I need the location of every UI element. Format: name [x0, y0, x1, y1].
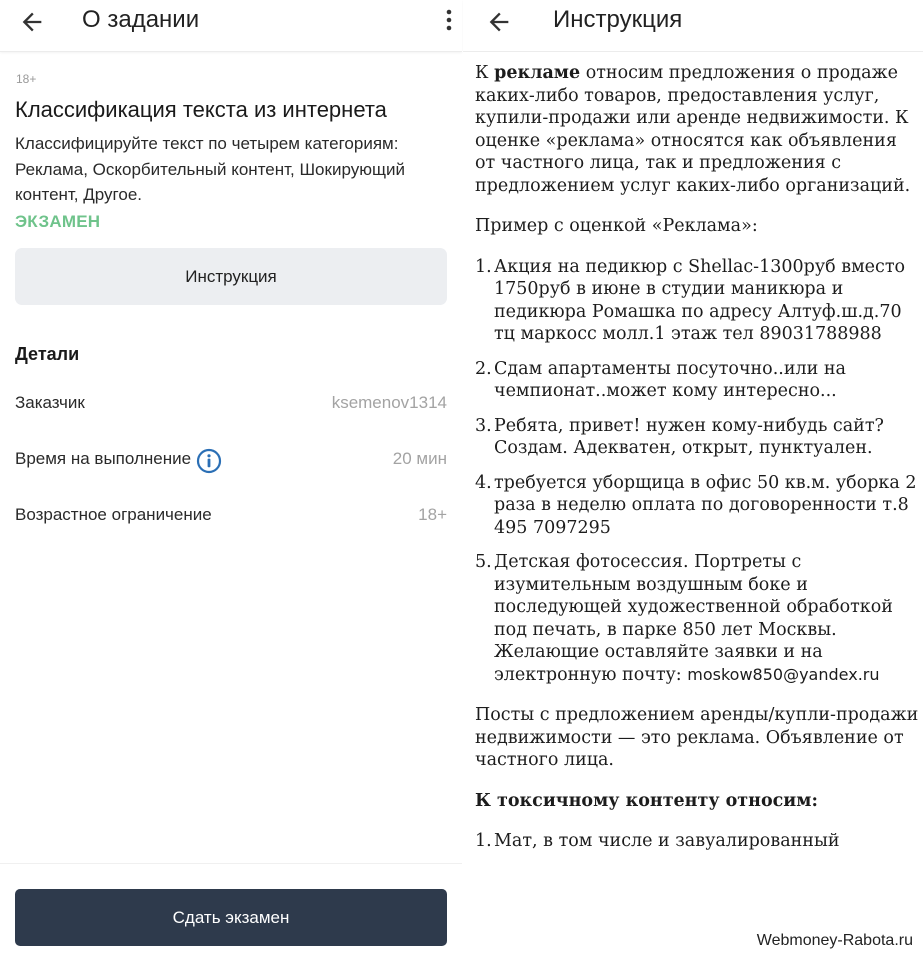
- list-item-text: Детская фотосессия. Портреты с изумительным воздушным боке и последующей художественной обработкой под печать, в парке 850 лет Москвы. Желающие оставляйте заявки и на электронную почту:: [494, 552, 893, 685]
- task-title: Классификация текста из интернета: [15, 97, 387, 122]
- list-item: [475, 256, 919, 346]
- instruction-app-bar: [463, 0, 923, 52]
- watermark: Webmoney-Rabota.ru: [756, 932, 913, 949]
- list-number: 5.: [475, 552, 492, 572]
- submit-exam-button[interactable]: Сдать экзамен: [15, 889, 447, 946]
- list-item-text: Мат, в том числе и завуалированный: [494, 831, 840, 851]
- list-number: 4.: [475, 472, 492, 493]
- details-heading: Детали: [15, 344, 80, 364]
- task-app-bar: [0, 0, 462, 52]
- list-number: 2.: [475, 358, 492, 379]
- bottom-divider: [0, 863, 462, 864]
- toxic-heading: [475, 790, 919, 813]
- instruction-button[interactable]: Инструкция: [15, 248, 447, 305]
- arrow-left-icon[interactable]: [485, 8, 513, 36]
- list-item: [475, 358, 919, 403]
- toxic-heading-text: К токсичному контенту относим:: [475, 790, 818, 811]
- rent-note: Посты с предложением аренды/купли-продажи недвижимости — это реклама. Объявление от частного лица.: [475, 705, 919, 770]
- list-item: [475, 830, 919, 853]
- task-description: Классифицируйте текст по четырем категориям: Реклама, Оскорбительный контент, Шокирующий контент, Другое.: [15, 134, 405, 204]
- list-number: 1.: [475, 831, 492, 851]
- more-vertical-icon[interactable]: [440, 8, 458, 34]
- list-number: 1.: [475, 256, 492, 277]
- list-item: [475, 551, 919, 686]
- page-title: Инструкция: [553, 6, 683, 33]
- instruction-document: [475, 62, 919, 871]
- page-title: О задании: [82, 6, 200, 33]
- intro-bold-term: рекламе: [494, 63, 581, 83]
- customer-value: ksemenov1314: [331, 393, 447, 412]
- intro-text: относим предложения о продаже каких-либо товаров, предоставления услуг, купили-продажи или аренде недвижимости. К оценке «реклама» относятся как объявления от частного лица, так и предложения с предложением услуг каких-либо организаций.: [475, 63, 911, 196]
- list-item-text: Акция на педикюр с Shellac-1300руб вместо 1750руб в июне в студии маникюра и педикюра Ромашка по адресу Алтуф.ш.д.70 тц маркосс молл.1 этаж тел 89031788988: [494, 256, 906, 344]
- examples-list: [475, 256, 919, 687]
- email-link[interactable]: moskow850@yandex.ru: [687, 664, 880, 684]
- toxic-list: [475, 830, 919, 853]
- info-icon[interactable]: [196, 448, 222, 474]
- list-item-text: Сдам апартаменты посуточно..или на чемпионат..может кому интересно...: [494, 358, 846, 401]
- intro-prefix: К: [475, 63, 495, 83]
- instruction-panel: [463, 0, 923, 958]
- customer-label: Заказчик: [15, 393, 85, 412]
- intro-paragraph: [475, 62, 919, 197]
- list-item-text: Ребята, привет! нужен кому-нибудь сайт? Создам. Адекватен, открыт, пунктуален.: [494, 415, 884, 458]
- exam-label: ЭКЗАМЕН: [15, 212, 101, 231]
- age-restriction-value: 18+: [418, 505, 447, 524]
- arrow-left-icon[interactable]: [18, 8, 46, 36]
- example-heading: Пример с оценкой «Реклама»:: [475, 216, 758, 236]
- list-item: [475, 472, 919, 540]
- time-value: 20 мин: [392, 449, 447, 468]
- age-restriction-label: Возрастное ограничение: [15, 505, 212, 524]
- age-badge: 18+: [16, 72, 37, 86]
- list-item: [475, 415, 919, 460]
- list-item-text: требуется уборщица в офис 50 кв.м. уборка 2 раза в неделю оплата по договоренности т.8 495 7097295: [494, 472, 917, 538]
- time-label: Время на выполнение: [15, 449, 192, 468]
- list-number: 3.: [475, 415, 492, 436]
